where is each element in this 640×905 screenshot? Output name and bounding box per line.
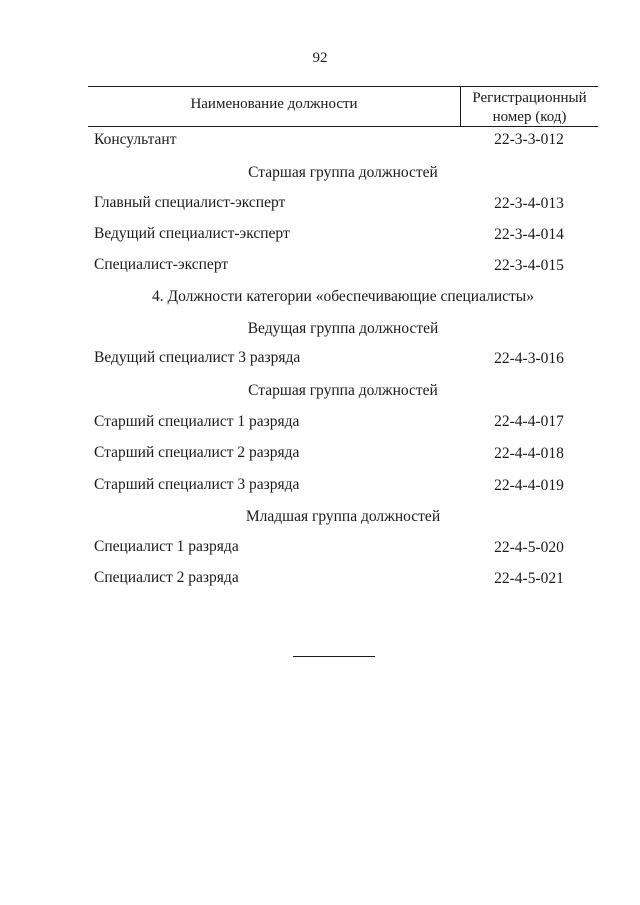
header-code-line1: Регистрационный [472,90,587,106]
registration-code: 22-3-3-012 [494,131,564,148]
position-name: Специалист 2 разряда [94,569,239,586]
position-name: Старший специалист 1 разряда [94,413,300,430]
group-heading: Старшая группа должностей [248,164,438,181]
registration-code: 22-4-4-018 [494,445,564,462]
position-name: Ведущий специалист 3 разряда [94,349,301,366]
registration-code: 22-4-5-021 [494,570,564,587]
group-heading: Ведущая группа должностей [247,320,439,337]
position-name: Специалист-эксперт [94,256,229,273]
end-of-document-rule [293,656,375,657]
group-heading: Старшая группа должностей [248,382,438,399]
group-heading: Младшая группа должностей [245,508,441,525]
header-position-name: Наименование должности [190,96,358,112]
position-name: Консультант [94,131,177,148]
registration-code: 22-3-4-014 [494,226,564,243]
registration-code: 22-3-4-013 [494,195,564,212]
position-name: Старший специалист 2 разряда [94,444,300,461]
position-name: Ведущий специалист-эксперт [94,225,290,242]
position-name: Старший специалист 3 разряда [94,476,300,493]
header-code-line2: номер (код) [492,109,567,125]
registration-code: 22-4-4-019 [494,477,564,494]
registration-code: 22-3-4-015 [494,257,564,274]
position-name: Специалист 1 разряда [94,538,239,555]
header-registration-code [461,89,598,127]
registration-code: 22-4-4-017 [494,413,564,430]
table-top-rule [88,86,598,87]
page-number: 92 [312,50,328,66]
section-heading: 4. Должности категории «обеспечивающие специалисты» [152,288,534,305]
position-name: Главный специалист-эксперт [94,194,286,211]
registration-code: 22-4-3-016 [494,350,564,367]
registration-code: 22-4-5-020 [494,539,564,556]
